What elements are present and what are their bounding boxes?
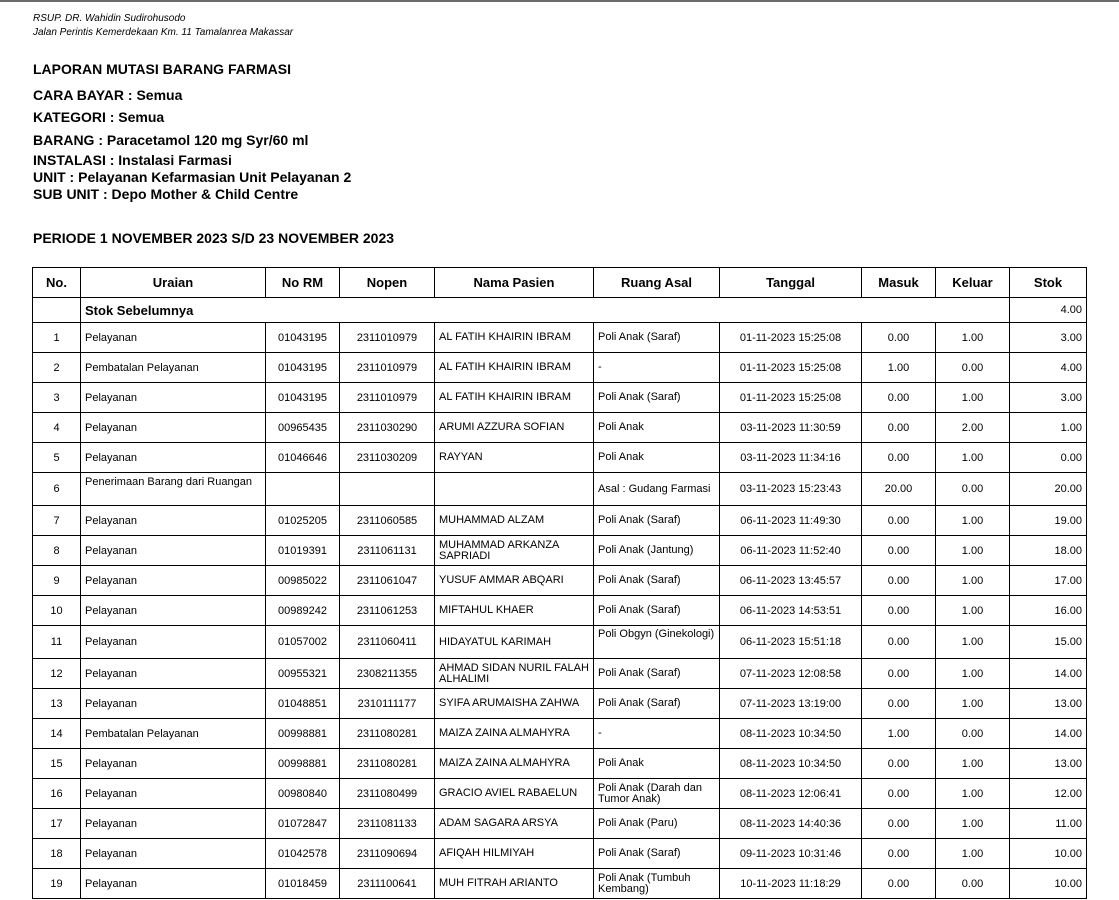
cell-masuk: 0.00 [862, 566, 936, 596]
cell-nopen: 2311060411 [340, 626, 435, 659]
report-periode: PERIODE 1 NOVEMBER 2023 S/D 23 NOVEMBER 2023 [33, 230, 395, 246]
cell-tanggal: 03-11-2023 11:34:16 [720, 443, 862, 473]
cell-no: 11 [33, 626, 81, 659]
cell-nama-pasien: RAYYAN [435, 443, 594, 473]
cell-no: 4 [33, 413, 81, 443]
cell-masuk: 0.00 [862, 839, 936, 869]
cell-no-rm: 00965435 [266, 413, 340, 443]
col-header-nama-pasien: Nama Pasien [435, 268, 594, 298]
meta-unit: UNIT : Pelayanan Kefarmasian Unit Pelayanan 2 [33, 169, 352, 185]
cell-nama-pasien: AL FATIH KHAIRIN IBRAM [435, 323, 594, 353]
cell-stok: 18.00 [1010, 536, 1087, 566]
cell-no-rm: 00989242 [266, 596, 340, 626]
cell-tanggal: 07-11-2023 12:08:58 [720, 659, 862, 689]
cell-stok: 1.00 [1010, 413, 1087, 443]
cell-uraian: Pelayanan [81, 566, 266, 596]
cell-no-rm [266, 473, 340, 506]
cell-keluar: 1.00 [936, 689, 1010, 719]
cell-uraian: Pelayanan [81, 626, 266, 659]
cell-masuk: 0.00 [862, 659, 936, 689]
cell-uraian: Pembatalan Pelayanan [81, 353, 266, 383]
cell-stok: 11.00 [1010, 809, 1087, 839]
table-row [33, 839, 1087, 869]
cell-no: 9 [33, 566, 81, 596]
cell-stok: 13.00 [1010, 689, 1087, 719]
cell-nama-pasien: AL FATIH KHAIRIN IBRAM [435, 353, 594, 383]
cell-keluar: 1.00 [936, 323, 1010, 353]
cell-nama-pasien [435, 473, 594, 506]
cell-no: 16 [33, 779, 81, 809]
stok-sebelumnya-row [33, 298, 1087, 323]
table-row [33, 596, 1087, 626]
cell-nama-pasien: MUHAMMAD ALZAM [435, 506, 594, 536]
col-header-stok: Stok [1010, 268, 1087, 298]
cell-keluar: 1.00 [936, 809, 1010, 839]
cell-tanggal: 08-11-2023 10:34:50 [720, 749, 862, 779]
cell-nama-pasien: SYIFA ARUMAISHA ZAHWA [435, 689, 594, 719]
cell-nopen: 2311030209 [340, 443, 435, 473]
cell-keluar: 1.00 [936, 383, 1010, 413]
cell-ruang-asal: Poli Anak (Saraf) [594, 596, 720, 626]
cell-keluar: 0.00 [936, 719, 1010, 749]
cell-nopen: 2311090694 [340, 839, 435, 869]
cell-nama-pasien: MAIZA ZAINA ALMAHYRA [435, 719, 594, 749]
cell-uraian: Pelayanan [81, 809, 266, 839]
cell-stok: 16.00 [1010, 596, 1087, 626]
cell-tanggal: 06-11-2023 13:45:57 [720, 566, 862, 596]
cell-masuk: 0.00 [862, 443, 936, 473]
cell-keluar: 2.00 [936, 413, 1010, 443]
cell-ruang-asal: Poli Anak (Saraf) [594, 659, 720, 689]
table-row [33, 779, 1087, 809]
cell-keluar: 0.00 [936, 473, 1010, 506]
cell-no-rm: 01043195 [266, 353, 340, 383]
cell-no: 5 [33, 443, 81, 473]
cell-uraian: Pelayanan [81, 779, 266, 809]
cell-stok: 10.00 [1010, 869, 1087, 899]
cell-uraian: Pelayanan [81, 323, 266, 353]
cell-nama-pasien: MAIZA ZAINA ALMAHYRA [435, 749, 594, 779]
cell-no-rm: 01019391 [266, 536, 340, 566]
cell-stok: 13.00 [1010, 749, 1087, 779]
cell-masuk: 0.00 [862, 869, 936, 899]
cell-stok: 15.00 [1010, 626, 1087, 659]
meta-instalasi: INSTALASI : Instalasi Farmasi [33, 152, 232, 168]
cell-nopen: 2311010979 [340, 323, 435, 353]
table-row [33, 506, 1087, 536]
cell-keluar: 0.00 [936, 869, 1010, 899]
cell-nopen: 2311100641 [340, 869, 435, 899]
cell-uraian: Pelayanan [81, 443, 266, 473]
cell-no: 14 [33, 719, 81, 749]
table-row [33, 473, 1087, 506]
cell-nopen: 2311080499 [340, 779, 435, 809]
cell-no: 13 [33, 689, 81, 719]
table-header-row [33, 268, 1087, 298]
cell-stok: 19.00 [1010, 506, 1087, 536]
cell-ruang-asal: Poli Anak (Tumbuh Kembang) [594, 869, 720, 899]
cell-nama-pasien: AFIQAH HILMIYAH [435, 839, 594, 869]
cell-uraian: Pelayanan [81, 749, 266, 779]
report-title: LAPORAN MUTASI BARANG FARMASI [33, 61, 291, 77]
table-row [33, 719, 1087, 749]
cell-ruang-asal: - [594, 353, 720, 383]
cell-no-rm: 00998881 [266, 719, 340, 749]
cell-ruang-asal: Poli Anak (Saraf) [594, 506, 720, 536]
cell-uraian: Pembatalan Pelayanan [81, 719, 266, 749]
cell-nama-pasien: YUSUF AMMAR ABQARI [435, 566, 594, 596]
col-header-ruang-asal: Ruang Asal [594, 268, 720, 298]
cell-tanggal: 07-11-2023 13:19:00 [720, 689, 862, 719]
cell-keluar: 1.00 [936, 659, 1010, 689]
cell-ruang-asal: Poli Anak (Saraf) [594, 839, 720, 869]
cell-stok: 12.00 [1010, 779, 1087, 809]
cell-masuk: 0.00 [862, 536, 936, 566]
table-row [33, 869, 1087, 899]
cell-ruang-asal: Poli Anak (Darah dan Tumor Anak) [594, 779, 720, 809]
cell-no-rm: 01048851 [266, 689, 340, 719]
cell-nopen: 2311010979 [340, 353, 435, 383]
table-row [33, 566, 1087, 596]
table-row [33, 413, 1087, 443]
cell-nama-pasien: MUH FITRAH ARIANTO [435, 869, 594, 899]
col-header-no: No. [33, 268, 81, 298]
table-row [33, 689, 1087, 719]
col-header-no-rm: No RM [266, 268, 340, 298]
cell-no: 12 [33, 659, 81, 689]
col-header-uraian: Uraian [81, 268, 266, 298]
cell-no: 6 [33, 473, 81, 506]
cell-stok: 17.00 [1010, 566, 1087, 596]
stok-sebelumnya-label: Stok Sebelumnya [81, 298, 1010, 323]
cell-uraian: Pelayanan [81, 869, 266, 899]
cell-masuk: 0.00 [862, 626, 936, 659]
cell-no-rm: 01072847 [266, 809, 340, 839]
cell-stok: 20.00 [1010, 473, 1087, 506]
cell-masuk: 0.00 [862, 323, 936, 353]
cell-tanggal: 03-11-2023 15:23:43 [720, 473, 862, 506]
col-header-nopen: Nopen [340, 268, 435, 298]
cell-no-rm: 01046646 [266, 443, 340, 473]
table-row [33, 353, 1087, 383]
cell-nama-pasien: AL FATIH KHAIRIN IBRAM [435, 383, 594, 413]
meta-sub-unit: SUB UNIT : Depo Mother & Child Centre [33, 186, 299, 202]
cell-no-rm: 01042578 [266, 839, 340, 869]
cell-nopen: 2311061253 [340, 596, 435, 626]
cell-no-rm: 00985022 [266, 566, 340, 596]
table-row [33, 536, 1087, 566]
stok-sebelumnya-spacer [33, 298, 81, 323]
cell-no: 8 [33, 536, 81, 566]
cell-keluar: 1.00 [936, 779, 1010, 809]
cell-tanggal: 08-11-2023 10:34:50 [720, 719, 862, 749]
cell-no-rm: 01057002 [266, 626, 340, 659]
cell-nopen [340, 473, 435, 506]
cell-nopen: 2311060585 [340, 506, 435, 536]
cell-nopen: 2310111177 [340, 689, 435, 719]
hospital-address: Jalan Perintis Kemerdekaan Km. 11 Tamalanrea Makassar [33, 27, 294, 38]
hospital-name: RSUP. DR. Wahidin Sudirohusodo [33, 13, 186, 24]
cell-ruang-asal: Poli Anak (Jantung) [594, 536, 720, 566]
cell-stok: 3.00 [1010, 323, 1087, 353]
cell-uraian: Pelayanan [81, 506, 266, 536]
cell-nama-pasien: MIFTAHUL KHAER [435, 596, 594, 626]
cell-keluar: 1.00 [936, 839, 1010, 869]
cell-no-rm: 01025205 [266, 506, 340, 536]
cell-tanggal: 08-11-2023 12:06:41 [720, 779, 862, 809]
table-row [33, 443, 1087, 473]
cell-tanggal: 06-11-2023 15:51:18 [720, 626, 862, 659]
cell-tanggal: 06-11-2023 11:52:40 [720, 536, 862, 566]
cell-ruang-asal: Poli Anak [594, 749, 720, 779]
cell-ruang-asal: Poli Anak [594, 443, 720, 473]
meta-barang: BARANG : Paracetamol 120 mg Syr/60 ml [33, 132, 309, 148]
stok-sebelumnya-value: 4.00 [1010, 298, 1087, 323]
cell-tanggal: 03-11-2023 11:30:59 [720, 413, 862, 443]
col-header-masuk: Masuk [862, 268, 936, 298]
cell-tanggal: 01-11-2023 15:25:08 [720, 353, 862, 383]
cell-no-rm: 00980840 [266, 779, 340, 809]
cell-masuk: 0.00 [862, 383, 936, 413]
cell-ruang-asal: Poli Anak [594, 413, 720, 443]
cell-nama-pasien: AHMAD SIDAN NURIL FALAH ALHALIMI [435, 659, 594, 689]
cell-no: 2 [33, 353, 81, 383]
cell-ruang-asal: - [594, 719, 720, 749]
cell-no: 15 [33, 749, 81, 779]
cell-no-rm: 00998881 [266, 749, 340, 779]
cell-masuk: 0.00 [862, 779, 936, 809]
meta-kategori: KATEGORI : Semua [33, 109, 165, 125]
cell-nopen: 2311010979 [340, 383, 435, 413]
cell-keluar: 0.00 [936, 353, 1010, 383]
meta-cara-bayar: CARA BAYAR : Semua [33, 87, 183, 103]
cell-keluar: 1.00 [936, 566, 1010, 596]
cell-masuk: 1.00 [862, 353, 936, 383]
table-row [33, 659, 1087, 689]
cell-nopen: 2311030290 [340, 413, 435, 443]
cell-nopen: 2311081133 [340, 809, 435, 839]
cell-stok: 4.00 [1010, 353, 1087, 383]
cell-ruang-asal: Poli Obgyn (Ginekologi) [594, 626, 720, 659]
table-row [33, 749, 1087, 779]
cell-uraian: Penerimaan Barang dari Ruangan [81, 473, 266, 506]
cell-no: 7 [33, 506, 81, 536]
cell-nopen: 2311061131 [340, 536, 435, 566]
cell-masuk: 0.00 [862, 689, 936, 719]
cell-uraian: Pelayanan [81, 659, 266, 689]
cell-uraian: Pelayanan [81, 596, 266, 626]
cell-tanggal: 06-11-2023 11:49:30 [720, 506, 862, 536]
table-row [33, 323, 1087, 353]
cell-stok: 3.00 [1010, 383, 1087, 413]
col-header-keluar: Keluar [936, 268, 1010, 298]
cell-nama-pasien: ARUMI AZZURA SOFIAN [435, 413, 594, 443]
cell-nopen: 2308211355 [340, 659, 435, 689]
cell-no-rm: 01043195 [266, 323, 340, 353]
cell-uraian: Pelayanan [81, 689, 266, 719]
cell-nopen: 2311061047 [340, 566, 435, 596]
cell-masuk: 0.00 [862, 809, 936, 839]
table-row [33, 626, 1087, 659]
cell-tanggal: 06-11-2023 14:53:51 [720, 596, 862, 626]
cell-keluar: 1.00 [936, 749, 1010, 779]
cell-ruang-asal: Poli Anak (Saraf) [594, 383, 720, 413]
cell-stok: 14.00 [1010, 659, 1087, 689]
cell-uraian: Pelayanan [81, 536, 266, 566]
cell-keluar: 1.00 [936, 626, 1010, 659]
cell-no: 18 [33, 839, 81, 869]
cell-tanggal: 10-11-2023 11:18:29 [720, 869, 862, 899]
cell-no-rm: 01018459 [266, 869, 340, 899]
cell-keluar: 1.00 [936, 536, 1010, 566]
cell-masuk: 1.00 [862, 719, 936, 749]
cell-tanggal: 09-11-2023 10:31:46 [720, 839, 862, 869]
cell-no: 19 [33, 869, 81, 899]
cell-tanggal: 01-11-2023 15:25:08 [720, 323, 862, 353]
cell-ruang-asal: Asal : Gudang Farmasi [594, 473, 720, 506]
cell-nama-pasien: ADAM SAGARA ARSYA [435, 809, 594, 839]
table-row [33, 809, 1087, 839]
cell-no: 3 [33, 383, 81, 413]
cell-ruang-asal: Poli Anak (Saraf) [594, 566, 720, 596]
cell-ruang-asal: Poli Anak (Saraf) [594, 323, 720, 353]
cell-keluar: 1.00 [936, 443, 1010, 473]
cell-masuk: 20.00 [862, 473, 936, 506]
cell-keluar: 1.00 [936, 596, 1010, 626]
cell-nama-pasien: HIDAYATUL KARIMAH [435, 626, 594, 659]
mutation-table [32, 267, 1087, 899]
table-row [33, 383, 1087, 413]
cell-tanggal: 08-11-2023 14:40:36 [720, 809, 862, 839]
cell-uraian: Pelayanan [81, 413, 266, 443]
cell-no-rm: 00955321 [266, 659, 340, 689]
cell-tanggal: 01-11-2023 15:25:08 [720, 383, 862, 413]
cell-nama-pasien: MUHAMMAD ARKANZA SAPRIADI [435, 536, 594, 566]
cell-stok: 10.00 [1010, 839, 1087, 869]
cell-uraian: Pelayanan [81, 383, 266, 413]
cell-ruang-asal: Poli Anak (Saraf) [594, 689, 720, 719]
cell-nama-pasien: GRACIO AVIEL RABAELUN [435, 779, 594, 809]
cell-stok: 0.00 [1010, 443, 1087, 473]
cell-nopen: 2311080281 [340, 719, 435, 749]
cell-keluar: 1.00 [936, 506, 1010, 536]
cell-nopen: 2311080281 [340, 749, 435, 779]
cell-uraian: Pelayanan [81, 839, 266, 869]
cell-masuk: 0.00 [862, 413, 936, 443]
cell-no: 17 [33, 809, 81, 839]
cell-no: 10 [33, 596, 81, 626]
cell-masuk: 0.00 [862, 596, 936, 626]
cell-masuk: 0.00 [862, 749, 936, 779]
cell-no-rm: 01043195 [266, 383, 340, 413]
cell-masuk: 0.00 [862, 506, 936, 536]
cell-no: 1 [33, 323, 81, 353]
page-top-border [0, 0, 1119, 2]
cell-stok: 14.00 [1010, 719, 1087, 749]
col-header-tanggal: Tanggal [720, 268, 862, 298]
cell-ruang-asal: Poli Anak (Paru) [594, 809, 720, 839]
